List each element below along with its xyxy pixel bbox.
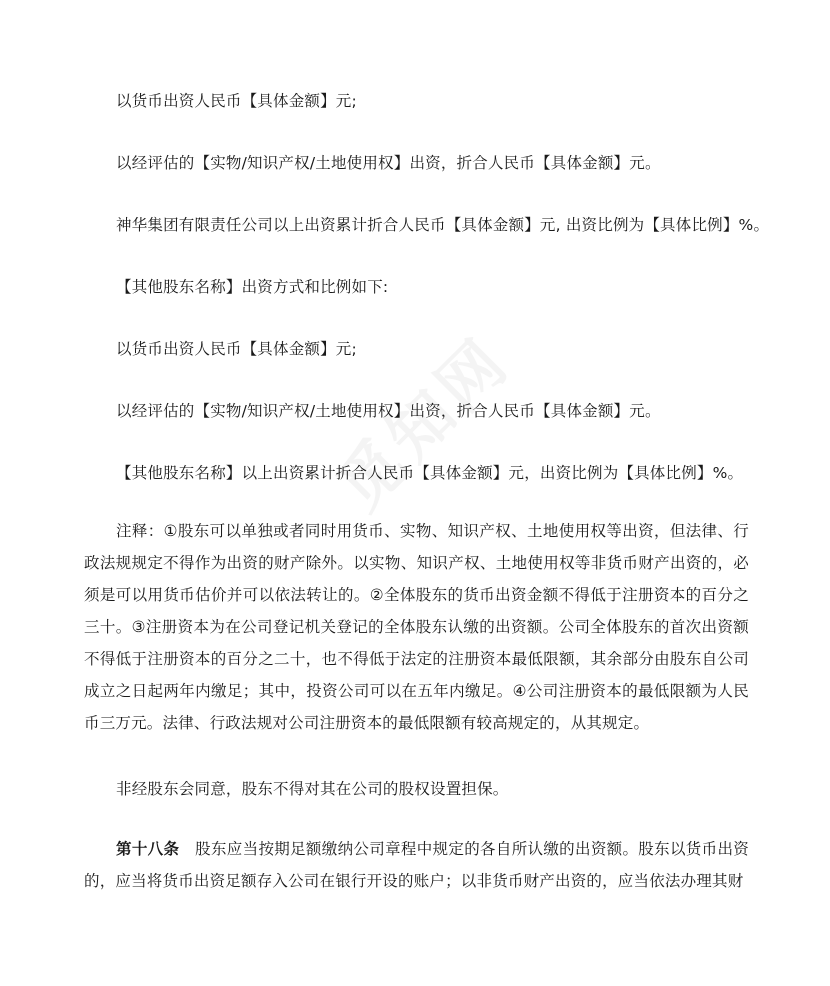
paragraph-assessed-contribution-2: 以经评估的【实物/知识产权/土地使用权】出资，折合人民币【具体金额】元。 <box>116 402 661 420</box>
article-18-gap <box>179 840 195 858</box>
paragraph-article-18 <box>84 833 749 897</box>
paragraph-other-shareholder-total: 【其他股东名称】以上出资累计折合人民币【具体金额】元，出资比例为【具体比例】%。 <box>116 464 744 482</box>
paragraph-note: 注释：①股东可以单独或者同时用货币、实物、知识产权、土地使用权等出资，但法律、行政法规规定不得作为出资的财产除外。以实物、知识产权、土地使用权等非货币财产出资的，必须是可以用货币估价并可以依法转让的。②全体股东的货币出资金额不得低于注册资本的百分之三十。③注册资本为在公司登记机关登记的全体股东认缴的出资额。公司全体股东的首次出资额不得低于注册资本的百分之二十，也不得低于法定的注册资本最低限额，其余部分由股东自公司成立之日起两年内缴足；其中，投资公司可以在五年内缴足。④公司注册资本的最低限额为人民币三万元。法律、行政法规对公司注册资本的最低限额有较高规定的，从其规定。 <box>84 522 749 732</box>
article-18-body: 股东应当按期足额缴纳公司章程中规定的各自所认缴的出资额。股东以货币出资的，应当将货币出资足额存入公司在银行开设的账户；以非货币财产出资的，应当依法办理其财 <box>84 840 749 890</box>
paragraph-pledge-rule: 非经股东会同意，股东不得对其在公司的股权设置担保。 <box>116 780 509 798</box>
paragraph-shenhua-total: 神华集团有限责任公司以上出资累计折合人民币【具体金额】元, 出资比例为【具体比例】%。 <box>116 216 770 234</box>
paragraph-assessed-contribution-1: 以经评估的【实物/知识产权/土地使用权】出资，折合人民币【具体金额】元。 <box>116 154 661 172</box>
paragraph-other-shareholder-heading: 【其他股东名称】出资方式和比例如下: <box>116 278 389 296</box>
article-18-heading: 第十八条 <box>116 840 180 858</box>
paragraph-cash-contribution-2: 以货币出资人民币【具体金额】元; <box>116 340 357 358</box>
paragraph-cash-contribution-1: 以货币出资人民币【具体金额】元; <box>116 92 357 110</box>
